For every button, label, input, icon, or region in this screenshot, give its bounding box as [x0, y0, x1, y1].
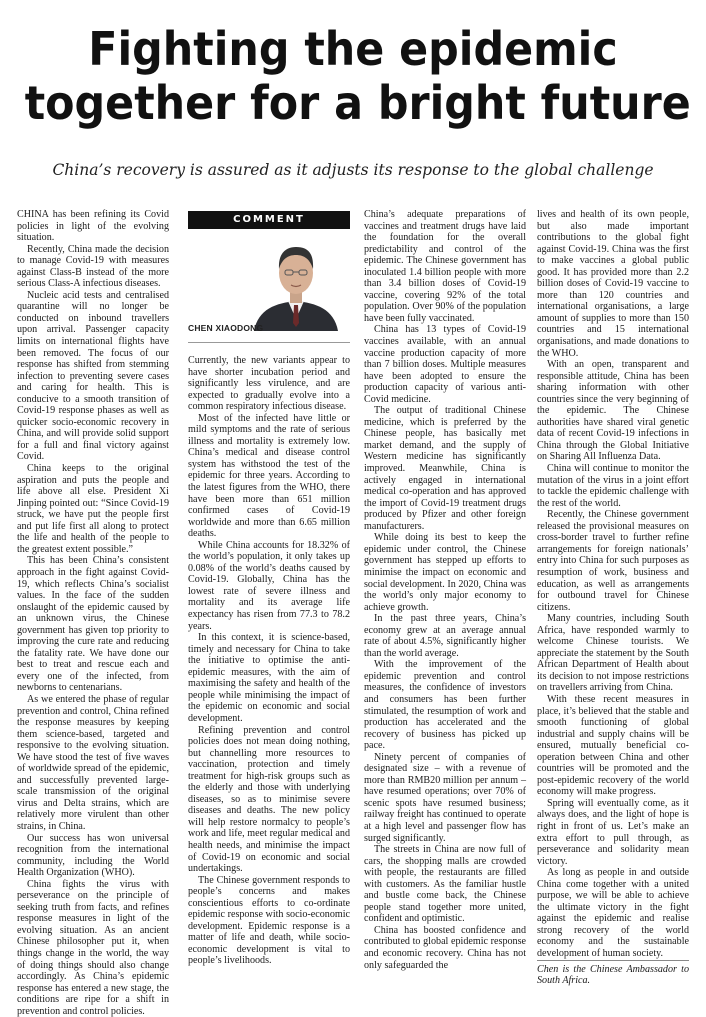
- section-label: COMMENT: [188, 211, 350, 229]
- paragraph: The Chinese government responds to people’s concerns and makes conscientious efforts to co-ordinate epidemic response with socio-economic development. Epidemic response is a matter of life and death, while socio-economic development is vital to people’s livelihoods.: [188, 874, 350, 967]
- author-portrait: [248, 239, 344, 331]
- paragraph: Spring will eventually come, as it always does, and the light of hope is right in front of us. Let’s make an extra effort to pull through, as perseverance and solidarity mean victory.: [537, 797, 689, 867]
- paragraph: China has 13 types of Covid-19 vaccines available, with an annual vaccine production capacity of more than 7 billion doses. Multiple measures have been adopted to ensure the production capacity of various anti-Covid medicine.: [364, 324, 526, 405]
- paragraph: Most of the infected have little or mild symptoms and the rate of serious illness and mortality is extremely low. China’s medical and disease control system has withstood the test of the epidemic for three years. According to the latest figures from the WHO, there have been more than 651 million confirmed cases of Covid-19 worldwide and more than 6.65 million deaths.: [188, 412, 350, 540]
- paragraph: Ninety percent of companies of designated size – with a revenue of more than RMB20 million per annum – have resumed operations; over 70% of scenic spots have resumed business; railway freight has continued to operate at a high level and passenger flow has surged significantly.: [364, 751, 526, 844]
- paragraph: With the improvement of the epidemic prevention and control measures, the confidence of investors and consumers has been further stimulated, the resumption of work and production has accelerated and the recovery of business has picked up pace.: [364, 659, 526, 752]
- paragraph: lives and health of its own people, but also made important contributions to the global fight against Covid-19. China was the first to make vaccines a global public good. It has provided more than 2.2 billion doses of Covid-19 vaccine to more than 120 countries and international organisations, a large amount of supplies to more than 150 countries and 15 international organisations, and made donations to the WHO.: [537, 209, 689, 359]
- paragraph: Many countries, including South Africa, have responded warmly to welcome Chinese tourists. We appreciate the statement by the South African Department of Health about its decision to not impose restrictions on travellers arriving from China.: [537, 613, 689, 694]
- paragraph: Recently, China made the decision to manage Covid-19 with measures against Class-B instead of the more serious Class-A infectious diseases.: [17, 243, 169, 290]
- paragraph: The output of traditional Chinese medicine, which is preferred by the Chinese people, has basically met market demand, and the supply of Western medicine has significantly improved. Meanwhile, China is actively engaged in international medical co-operation and has approved the import of Covid-19 treatment drugs produced by Pfizer and other foreign manufacturers.: [364, 405, 526, 532]
- divider: [188, 342, 350, 343]
- headline-line-2: together for a bright future: [24, 76, 691, 130]
- paragraph: China fights the virus with perseverance on the principle of seeking truth from facts, and refines response measures in light of the evolving situation. As an ancient Chinese philosopher put it, when things change in the world, the way of doing things should also change accordingly. As China’s epidemic response has entered a new stage, the conditions are ripe for a shift in prevention and control policies.: [17, 878, 169, 1017]
- article-column-4: [537, 209, 689, 987]
- article-column-3: [364, 209, 526, 971]
- subheading: China’s recovery is assured as it adjusts its response to the global challenge: [52, 161, 654, 179]
- paragraph: The streets in China are now full of cars, the shopping malls are crowded with people, the restaurants are filled with customers. As the familiar hustle and bustle come back, the Chinese people stand together more united, confident and optimistic.: [364, 844, 526, 925]
- paragraph: In this context, it is science-based, timely and necessary for China to take the initiative to optimise the anti-epidemic measures, with the aim of maximising the safety and health of the people while minimising the impact of the epidemic on economic and social development.: [188, 632, 350, 724]
- paragraph: While doing its best to keep the epidemic under control, the Chinese government has stepped up efforts to minimise the impact on economic and social development. In 2020, China was the world’s only major economy to achieve growth.: [364, 532, 526, 613]
- author-byline: CHEN XIAODONG: [188, 323, 264, 333]
- paragraph: As we entered the phase of regular prevention and control, China refined the response measures by keeping them science-based, targeted and responsive to the evolving situation. We have stood the test of five waves of worldwide spread of the epidemic, and successfully prevented large-scale transmission of the original virus and Delta strains, which are relatively more virulent than other strains, in China.: [17, 693, 169, 832]
- paragraph: China will continue to monitor the mutation of the virus in a joint effort to tackle the epidemic challenge with the rest of the world.: [537, 463, 689, 509]
- paragraph: With these recent measures in place, it’s believed that the stable and smooth functioning of global industrial and supply chains will be ensured, mutually beneficial co-operation between China and other countries will be promoted and the post-epidemic recovery of the world economy will make progress.: [537, 693, 689, 798]
- paragraph: With an open, transparent and responsible attitude, China has been sharing information with other countries since the very beginning of the epidemic. The Chinese authorities have shared viral genetic data of recent Covid-19 infections in China through the Global Initiative on Sharing All Influenza Data.: [537, 359, 689, 463]
- headline-line-1: Fighting the epidemic: [88, 22, 618, 76]
- author-footnote: Chen is the Chinese Ambassador to South Africa.: [537, 960, 689, 987]
- paragraph: China keeps to the original aspiration and puts the people and life above all else. President Xi Jinping pointed out: “Since Covid-19 struck, we have put the people first and put life first all along to protect the life and health of the people to the greatest extent possible.”: [17, 463, 169, 555]
- article-column-2: [188, 355, 350, 967]
- paragraph: As long as people in and outside China come together with a united purpose, we will be able to achieve the ultimate victory in the fight against the epidemic and realise strong recovery of the world economy and the sustainable development of human society.: [537, 867, 689, 959]
- paragraph: Nucleic acid tests and centralised quarantine will no longer be conducted on inbound travellers upon arrival. Passenger capacity limits on international flights have been removed. The focus of our response has shifted from stemming infection to preventing severe cases and caring for health. This is conducive to a smooth transition of Covid-19 response phases as well as quicker socio-economic recovery in China, and will provide solid support for a full and final victory against Covid.: [17, 289, 169, 463]
- paragraph: Refining prevention and control policies does not mean doing nothing, but channelling more resources to vaccination, protection and timely treatment for high-risk groups such as the elderly and those with underlying diseases, so as to minimise severe diseases and deaths. The new policy will help restore normalcy to people’s work and life, meet regular medical and health needs, and minimise the impact of Covid-19 on economic and social undertakings.: [188, 724, 350, 875]
- headline: [24, 22, 691, 130]
- paragraph: CHINA has been refining its Covid policies in light of the evolving situation.: [17, 209, 169, 244]
- comment-box: [188, 211, 350, 341]
- paragraph: While China accounts for 18.32% of the world’s population, it only takes up 0.08% of the world’s deaths caused by Covid-19. Globally, China has the lowest rate of severe illness and mortality and its average life expectancy has risen from 77.3 to 78.2 years.: [188, 539, 350, 632]
- paragraph: China has boosted confidence and contributed to global epidemic response and economic recovery. China has not only safeguarded the: [364, 924, 526, 971]
- paragraph: In the past three years, China’s economy grew at an average annual rate of about 4.5%, significantly higher than the world average.: [364, 613, 526, 659]
- paragraph: Currently, the new variants appear to have shorter incubation period and significantly less virulence, and are expected to gradually evolve into a common respiratory infectious disease.: [188, 355, 350, 413]
- paragraph: This has been China’s consistent approach in the fight against Covid-19, which reflects China’s socialist values. In the face of the sudden onslaught of the epidemic caused by an unknown virus, the Chinese government has given top priority to improving the cure rate and reducing the fatality rate. We have done our best to treat and rescue each and every one of the infected, from newborns to centenarians.: [17, 555, 169, 694]
- paragraph: Recently, the Chinese government released the provisional measures on cross-border travel to further refine arrangements for foreign nationals’ entry into China for such purposes as resumption of work, business and education, as well as arrangements for outbound travel for Chinese citizens.: [537, 509, 689, 613]
- paragraph: Our success has won universal recognition from the international community, including the World Health Organization (WHO).: [17, 832, 169, 879]
- paragraph: China’s adequate preparations of vaccines and treatment drugs have laid the foundation for the overall predictability and control of the epidemic. The Chinese government has inoculated 1.4 billion people with more than 3.4 billion doses of Covid-19 vaccine, covering 92% of the total population. Over 90% of the population have been fully vaccinated.: [364, 209, 526, 324]
